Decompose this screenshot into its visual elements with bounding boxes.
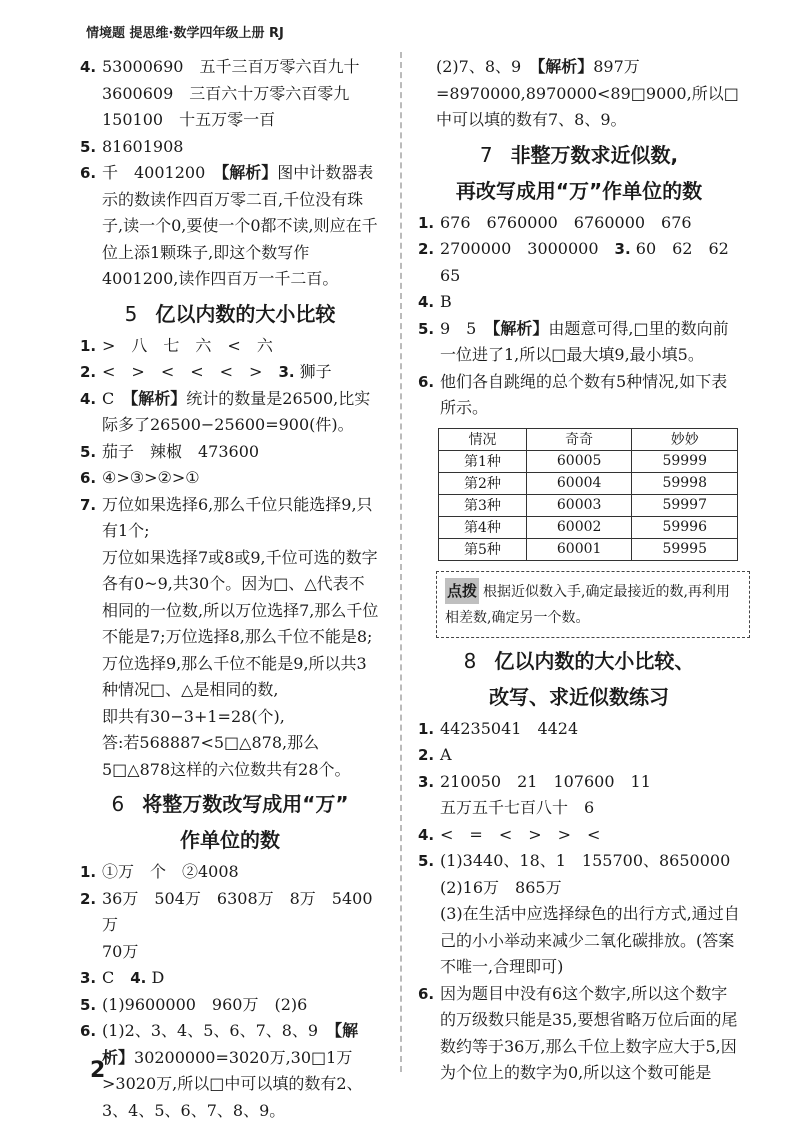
question-number: 4.	[130, 969, 147, 987]
question-number: 6.	[80, 164, 97, 182]
question-number: 4.	[80, 389, 97, 408]
s8-answer-5	[418, 848, 740, 875]
answer-text: 36万 504万 6308万 8万 5400万	[102, 888, 373, 934]
answer-text: (1)2、3、4、5、6、7、8、9	[102, 1021, 335, 1040]
table-header: 情况	[439, 428, 527, 450]
answer-text: 9 5	[440, 318, 493, 338]
tip-label: 点拨	[445, 578, 479, 604]
answer-text: 因为题目中没有6这个数字,所以这个数字的万级数只能是35,要想省略万位后面的尾数约等于36万,那么千位上数字应大于5,因为个位上的数字为0,所以这个数可能是	[440, 983, 738, 1082]
answer-paragraph: 即共有30−3+1=28(个),	[102, 706, 285, 726]
s5-answer-7	[80, 492, 380, 545]
answer-paragraph: (2)16万 865万	[440, 877, 562, 897]
question-number: 5.	[80, 995, 97, 1014]
section-title: 非整万数求近似数,	[510, 142, 679, 167]
continued-answer	[418, 54, 740, 134]
question-number: 6.	[80, 1022, 97, 1040]
jump-rope-table	[438, 428, 738, 561]
s5-answer-4	[80, 386, 380, 439]
question-number: 4.	[418, 825, 435, 844]
answer-paragraph: 万位如果选择7或8或9,千位可选的数字各有0~9,共30个。因为□、△代表不相同的一位数,所以万位选择7,那么千位不能是7;万位选择8,那么千位不能是8;万位选择9,那么千位不能是9,所以共3种情况□、△是相同的数,	[102, 547, 379, 699]
answer-text: > 八 七 六 < 六	[102, 335, 273, 355]
section-8-title	[418, 644, 740, 678]
answer-text: 狮子	[294, 362, 332, 381]
section-title: 亿以内数的大小比较、	[494, 648, 695, 673]
answer-text: 万位如果选择6,那么千位只能选择9,只有1个;	[102, 494, 373, 540]
answer-line: 3600609 三百六十万零六百零九	[102, 83, 350, 103]
s7-answer-5	[418, 316, 740, 369]
left-column	[80, 54, 380, 1124]
analysis-text: 图中计数器表示的数读作四百万零二百,千位没有珠子,读一个0,要使一个0都不读,则应在千位上添1颗珠子,即这个数写作4001200,读作四百万一千二百。	[102, 163, 378, 288]
answer-text: (1)3440、18、1 155700、8650000	[440, 851, 731, 870]
tip-text: 根据近似数入手,确定最接近的数,再利用相差数,确定另一个数。	[445, 583, 730, 626]
table-cell: 60004	[526, 472, 632, 494]
question-number: 2.	[418, 240, 435, 258]
s8-answer-1	[418, 716, 740, 743]
analysis-text: 30200000=3020万,30□1万>3020万,所以□中可以填的数有2、3、4、5、6、7、8、9。	[102, 1047, 363, 1120]
s7-answer-1	[418, 210, 740, 237]
answer-4	[80, 54, 380, 81]
question-number: 4.	[80, 58, 97, 76]
answer-text: < > < < < >	[102, 362, 279, 381]
answer-text: ④>③>②>①	[102, 468, 200, 487]
question-number: 1.	[80, 863, 97, 881]
s8-answer-4	[418, 822, 740, 849]
question-number: 6.	[418, 984, 435, 1003]
table-cell: 第4种	[439, 516, 527, 538]
question-number: 2.	[418, 746, 435, 764]
section-5-title	[80, 297, 380, 331]
answer-text: C	[102, 968, 131, 987]
question-number: 3.	[278, 363, 295, 381]
table-cell: 59998	[632, 472, 738, 494]
table-cell: 第2种	[439, 472, 527, 494]
table-cell: 60005	[526, 450, 632, 472]
question-number: 3.	[80, 969, 97, 987]
analysis-label: 【解析】	[102, 1021, 359, 1067]
section-6-title	[80, 787, 380, 821]
answer-text: 他们各自跳绳的总个数有5种情况,如下表所示。	[440, 371, 728, 417]
s5-answer-2	[80, 359, 380, 386]
section-7-title-line2: 再改写成用“万”作单位的数	[455, 178, 703, 203]
table-header: 妙妙	[632, 428, 738, 450]
answer-5	[80, 134, 380, 161]
s8-answer-3	[418, 769, 740, 796]
answer-paragraph: 答:若568887<5□△878,那么5□△878这样的六位数共有28个。	[102, 733, 351, 779]
section-number: 8	[463, 648, 477, 673]
question-number: 5.	[80, 442, 97, 461]
analysis-text: 统计的数量是26500,比实际多了26500−25600=900(件)。	[102, 388, 371, 434]
answer-text: 60 62 62 65	[440, 239, 745, 285]
table-row	[439, 494, 738, 516]
question-number: 5.	[418, 852, 435, 870]
question-number: 4.	[418, 293, 435, 311]
question-number: 6.	[418, 372, 435, 391]
table-cell: 59997	[632, 494, 738, 516]
table-header-row	[439, 428, 738, 450]
section-number: 7	[479, 142, 493, 167]
table-row	[439, 538, 738, 560]
s7-answer-6	[418, 369, 740, 422]
analysis-text: 由题意可得,□里的数向前一位进了1,所以□最大填9,最小填5。	[440, 318, 729, 364]
table-row	[439, 516, 738, 538]
table-cell: 59999	[632, 450, 738, 472]
answer-text: (2)7、8、9	[436, 57, 538, 76]
s7-answer-4	[418, 289, 740, 316]
answer-text: D	[146, 968, 165, 987]
answer-line: 53000690 五千三百万零六百九十	[102, 57, 360, 76]
s7-answer-2	[418, 236, 745, 289]
answer-line: 150100 十五万零一百	[102, 110, 276, 129]
answer-text: 81601908	[102, 136, 184, 156]
tip-box	[436, 571, 750, 638]
question-number: 2.	[80, 363, 97, 381]
s6-answer-3	[80, 965, 380, 992]
answer-text: 千 4001200	[102, 163, 222, 182]
question-number: 7.	[80, 495, 97, 514]
answer-text: 2700000 3000000	[440, 239, 615, 258]
table-cell: 59995	[632, 538, 738, 560]
question-number: 6.	[80, 469, 97, 487]
s5-answer-6	[80, 465, 380, 492]
table-cell: 第3种	[439, 494, 527, 516]
answer-paragraph: 五万五千七百八十 6	[440, 798, 595, 817]
s5-answer-1	[80, 333, 380, 360]
table-cell: 第5种	[439, 538, 527, 560]
s8-answer-2	[418, 742, 740, 769]
section-number: 6	[111, 792, 125, 816]
answer-text: ①万 个 ②4008	[102, 862, 239, 881]
s5-answer-5	[80, 439, 380, 466]
s8-answer-6	[418, 981, 740, 1087]
analysis-label: 【解析】	[130, 388, 187, 408]
section-7-title	[418, 138, 740, 172]
answer-6	[80, 160, 380, 293]
table-cell: 60001	[526, 538, 632, 560]
answer-paragraph: (3)在生活中应选择绿色的出行方式,通过自己的小小举动来减少二氧化碳排放。(答案不唯一,合理即可)	[440, 904, 740, 976]
s6-answer-5	[80, 992, 380, 1019]
answer-text: 44235041 4424	[440, 718, 579, 738]
right-column	[418, 54, 745, 1087]
table-cell: 第1种	[439, 450, 527, 472]
question-number: 2.	[80, 889, 97, 908]
question-number: 5.	[418, 319, 435, 338]
question-number: 1.	[80, 336, 97, 355]
analysis-text: 897万=8970000,8970000<89□9000,所以□中可以填的数有7、8、9。	[436, 57, 739, 129]
column-divider	[400, 52, 402, 1072]
answer-text: 茄子 辣椒 473600	[102, 441, 260, 461]
answer-text: B	[440, 292, 452, 311]
table-row	[439, 450, 738, 472]
answer-text: C	[102, 388, 131, 408]
section-title: 亿以内数的大小比较	[155, 301, 336, 326]
analysis-label: 【解析】	[492, 318, 549, 338]
question-number: 3.	[418, 772, 435, 791]
answer-text: 676 6760000 6760000 676	[440, 212, 692, 232]
question-number: 5.	[80, 137, 97, 156]
answer-text: 210050 21 107600 11	[440, 771, 651, 791]
question-number: 1.	[418, 719, 435, 738]
table-cell: 60003	[526, 494, 632, 516]
table-cell: 59996	[632, 516, 738, 538]
answer-text: A	[440, 745, 452, 764]
analysis-label: 【解析】	[537, 57, 594, 76]
section-number: 5	[124, 301, 138, 326]
s6-answer-2	[80, 886, 380, 939]
page-header: 情境题 提思维·数学四年级上册 RJ	[86, 26, 284, 41]
s6-answer-6	[80, 1018, 380, 1124]
page-number: 2	[90, 1058, 106, 1083]
answer-paragraph: 70万	[102, 941, 139, 961]
answer-text: (1)9600000 960万 (2)6	[102, 994, 308, 1014]
section-8-title-line2: 改写、求近似数练习	[489, 684, 669, 709]
question-number: 1.	[418, 213, 435, 232]
section-6-title-line2: 作单位的数	[180, 828, 280, 852]
answer-text: < = < > > <	[440, 824, 601, 844]
section-title: 将整万数改写成用“万”	[142, 792, 349, 816]
s6-answer-1	[80, 859, 380, 886]
question-number: 3.	[614, 240, 631, 258]
table-cell: 60002	[526, 516, 632, 538]
table-header: 奇奇	[526, 428, 632, 450]
analysis-label: 【解析】	[221, 163, 278, 182]
table-row	[439, 472, 738, 494]
